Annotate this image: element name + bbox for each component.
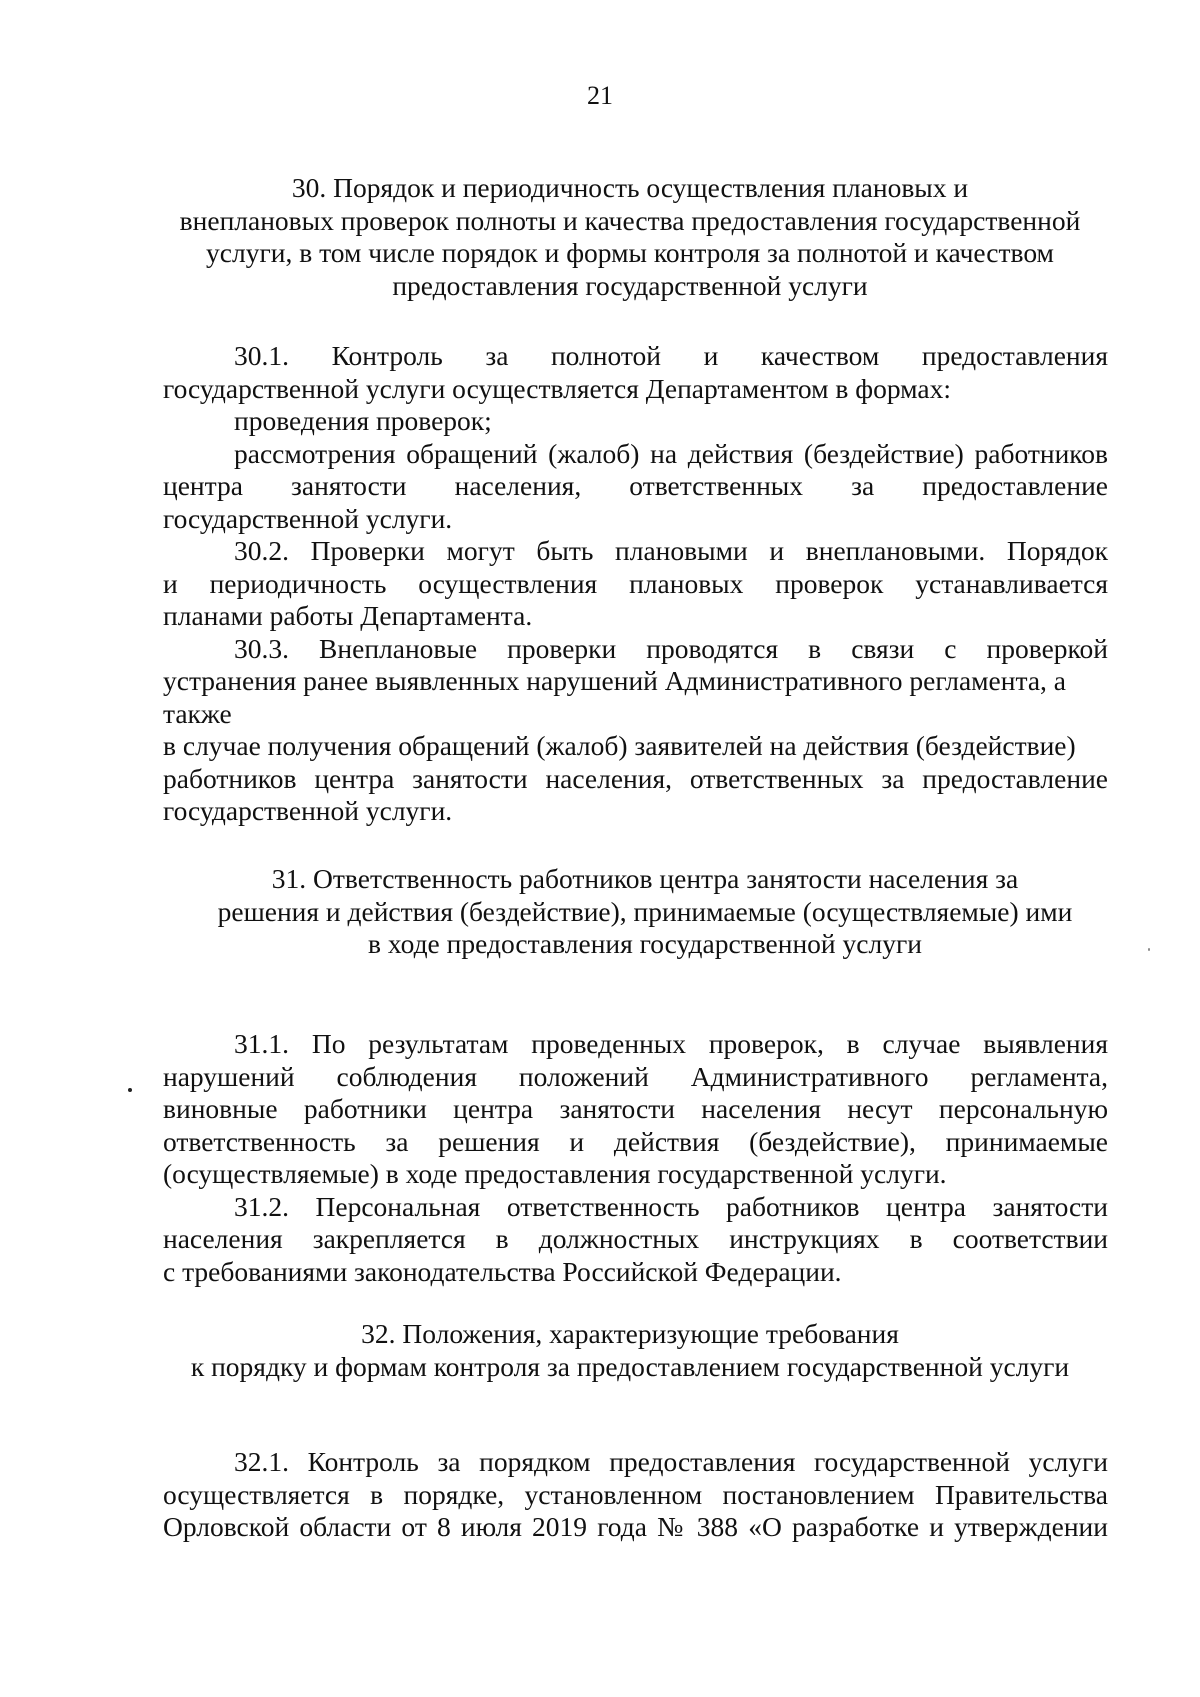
heading-line: к порядку и формам контроля за предоставлением государственной услуги [190, 1350, 1070, 1382]
section-31-body [163, 1028, 1108, 1288]
text-line: населения закрепляется в должностных инструкциях в соответствии [163, 1223, 1108, 1254]
text-line: нарушений соблюдения положений Административного регламента, [163, 1060, 1108, 1092]
text-line: государственной услуги осуществляется Департаментом в формах: [163, 372, 951, 404]
paragraph-30-3 [163, 633, 1108, 731]
text-line: Орловской области от 8 июля 2019 года № 388 «О разработке и утверждении [163, 1511, 1108, 1542]
text-line: и периодичность осуществления плановых проверок устанавливается [163, 567, 1108, 599]
paragraph-31-1 [163, 1028, 1108, 1191]
text-line: планами работы Департамента. [163, 600, 533, 631]
heading-line: 31. Ответственность работников центра занятости населения за [271, 863, 1019, 894]
scan-speck [128, 1088, 132, 1092]
paragraph-forms-checks [163, 405, 1108, 438]
paragraph-30-2 [163, 535, 1108, 633]
text-line: государственной услуги. [163, 795, 453, 826]
paragraph-forms-complaints [163, 438, 1108, 536]
text-line: рассмотрения обращений (жалоб) на действия (бездействие) работников [234, 437, 1108, 469]
paragraph-31-2 [163, 1191, 1108, 1289]
text-line: 31.2. Персональная ответственность работников центра занятости [234, 1190, 1108, 1222]
text-line: (осуществляемые) в ходе предоставления государственной услуги. [163, 1158, 947, 1189]
text-line: 31.1. По результатам проведенных проверок, в случае выявления [234, 1028, 1108, 1059]
heading-line: решения и действия (бездействие), принимаемые (осуществляемые) ими [217, 895, 1073, 927]
scan-speck [1148, 948, 1150, 951]
text-line: ответственность за решения и действия (бездействие), принимаемые [163, 1125, 1108, 1157]
text-line: работников центра занятости населения, ответственных за предоставление [163, 762, 1108, 794]
text-line: проведения проверок; [234, 405, 492, 436]
text-line: в случае получения обращений (жалоб) заявителей на действия (бездействие) [163, 730, 1076, 761]
heading-line: внеплановых проверок полноты и качества предоставления государственной [179, 204, 1081, 236]
paragraph-30-3-continued [163, 730, 1108, 828]
heading-line: 30. Порядок и периодичность осуществления плановых и [291, 172, 969, 203]
page-number: 21 [587, 81, 613, 110]
section-30-heading [160, 172, 1100, 302]
text-line: виновные работники центра занятости населения несут персональную [163, 1093, 1108, 1124]
heading-line: предоставления государственной услуги [392, 269, 868, 301]
text-line: с требованиями законодательства Российской Федерации. [163, 1255, 842, 1287]
heading-line: 32. Положения, характеризующие требования [361, 1318, 899, 1349]
text-line: 30.1. Контроль за полнотой и качеством предоставления [234, 340, 1108, 371]
text-line: 30.3. Внеплановые проверки проводятся в связи с проверкой [234, 632, 1108, 664]
heading-line: в ходе предоставления государственной услуги [368, 928, 922, 959]
text-line: государственной услуги. [163, 502, 453, 534]
section-30-body [163, 340, 1108, 828]
text-line: 32.1. Контроль за порядком предоставления государственной услуги [234, 1446, 1108, 1477]
text-line: осуществляется в порядке, установленном постановлением Правительства [163, 1478, 1108, 1510]
text-line: также [163, 697, 232, 729]
section-32-heading [160, 1318, 1100, 1383]
paragraph-32-1 [163, 1446, 1108, 1544]
text-line: 30.2. Проверки могут быть плановыми и внеплановыми. Порядок [234, 535, 1108, 566]
text-line: устранения ранее выявленных нарушений Административного регламента, а [163, 665, 1066, 696]
section-32-body [163, 1446, 1108, 1544]
paragraph-30-1 [163, 340, 1108, 405]
section-31-heading [175, 863, 1115, 961]
text-line: центра занятости населения, ответственных за предоставление [163, 470, 1108, 501]
heading-line: услуги, в том числе порядок и формы контроля за полнотой и качеством [206, 237, 1054, 268]
